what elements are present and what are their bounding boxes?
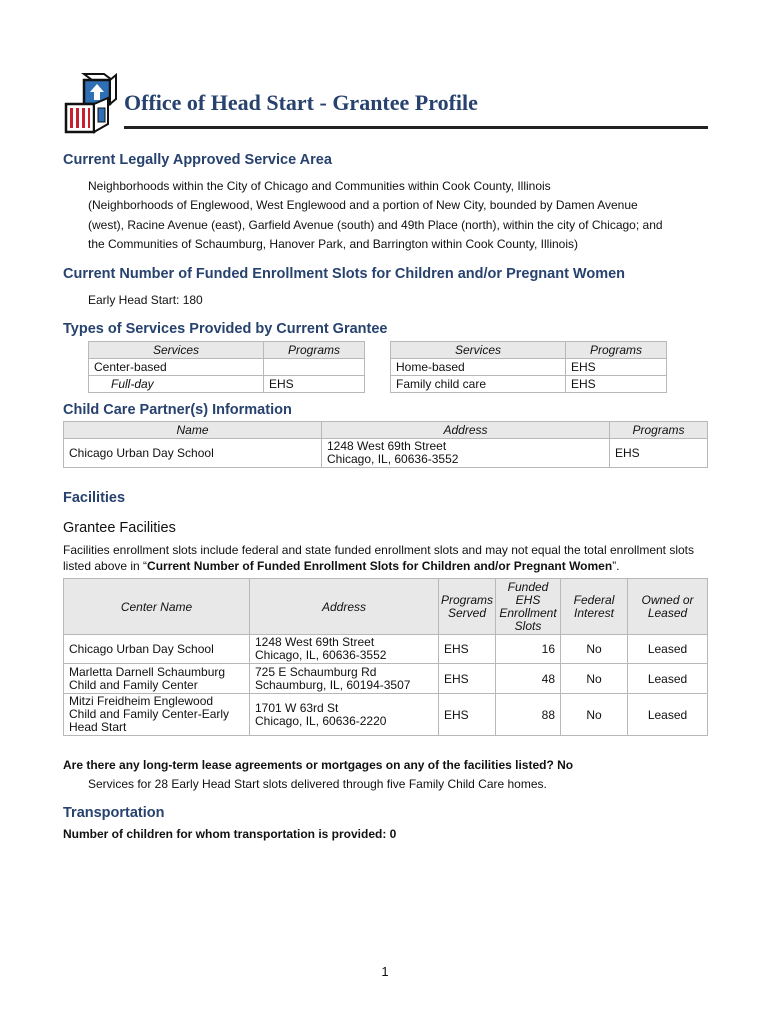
table-row: [391, 359, 667, 376]
partners-table: [63, 421, 708, 468]
transportation-text: Number of children for whom transportation is provided: 0: [63, 827, 397, 841]
program-cell: [264, 359, 365, 376]
fcc-note: Services for 28 Early Head Start slots delivered through five Family Child Care homes.: [88, 777, 547, 791]
enrollment-heading: Current Number of Funded Enrollment Slots for Children and/or Pregnant Women: [63, 266, 626, 282]
partner-address: [322, 439, 610, 468]
services-table-left: [88, 341, 365, 393]
note-text: Facilities enrollment slots include federal and state funded enrollment slots and may not equal the total enrollment slots listed above in “: [63, 543, 695, 573]
header-line: Federal: [573, 592, 615, 607]
header-line: Leased: [647, 605, 688, 620]
program-cell: EHS: [566, 376, 667, 393]
facility-address: [250, 664, 439, 694]
program-cell: EHS: [566, 359, 667, 376]
service-area-line: Neighborhoods within the City of Chicago and Communities within Cook County, Illinois: [88, 179, 551, 193]
programs-served: EHS: [439, 694, 496, 736]
services-col-header: Services: [89, 342, 264, 359]
facility-address: [250, 635, 439, 664]
service-area-line: (Neighborhoods of Englewood, West Englewood and a portion of New City, bounded by Damen Avenue: [88, 198, 638, 213]
facility-address: [250, 694, 439, 736]
federal-interest: No: [561, 664, 628, 694]
header-line: EHS: [515, 592, 541, 607]
enrollment-text: Early Head Start: 180: [88, 293, 203, 307]
programs-served: EHS: [439, 635, 496, 664]
table-row: [64, 635, 708, 664]
center-name: [64, 694, 250, 736]
funded-slots: 48: [496, 664, 561, 694]
address-line: Chicago, IL, 60636-3552: [327, 452, 459, 466]
transportation-heading: Transportation: [63, 805, 165, 821]
address-line: 1701 W 63rd St: [255, 700, 339, 715]
table-row: [391, 376, 667, 393]
grantee-facilities-subheading: Grantee Facilities: [63, 520, 176, 536]
name-line: Marletta Darnell Schaumburg: [69, 664, 226, 679]
address-line: 1248 West 69th Street: [327, 439, 447, 453]
header-line: Slots: [514, 618, 542, 633]
programs-col-header: Programs: [264, 342, 365, 359]
center-name: [64, 664, 250, 694]
owned-or-leased: Leased: [628, 635, 708, 664]
service-area-line: (west), Racine Avenue (east), Garfield Avenue (south) and 49th Place (north), within the city of Chicago; and: [88, 217, 663, 232]
funded-slots-col-header: [496, 579, 561, 635]
name-line: Mitzi Freidheim Englewood: [69, 694, 214, 708]
table-row: [89, 376, 365, 393]
service-cell: Family child care: [391, 376, 566, 393]
funded-slots: 16: [496, 635, 561, 664]
service-cell: Full-day: [89, 376, 264, 393]
center-name-col-header: Center Name: [64, 579, 250, 635]
service-cell: Center-based: [89, 359, 264, 376]
owned-or-leased: Leased: [628, 694, 708, 736]
partners-heading: Child Care Partner(s) Information: [63, 402, 292, 418]
header-line: Funded: [507, 579, 549, 594]
address-line: Chicago, IL, 60636-2220: [255, 713, 387, 728]
address-col-header: Address: [250, 579, 439, 635]
table-row: [64, 694, 708, 736]
federal-interest-col-header: [561, 579, 628, 635]
funded-slots: 88: [496, 694, 561, 736]
header-line: Enrollment: [499, 605, 557, 620]
address-line: Chicago, IL, 60636-3552: [255, 648, 387, 662]
name-line: Child and Family Center-Early: [69, 707, 230, 721]
owned-or-leased: Leased: [628, 664, 708, 694]
service-cell: Home-based: [391, 359, 566, 376]
service-area-heading: Current Legally Approved Service Area: [63, 152, 332, 168]
name-col-header: Name: [64, 422, 322, 439]
abc-blocks-flag-icon: [62, 72, 118, 134]
note-text-end: ”.: [612, 559, 620, 573]
header-line: Programs: [441, 592, 494, 607]
page-number: 1: [381, 964, 389, 979]
services-table-right: [390, 341, 667, 393]
programs-col-header: Programs: [610, 422, 708, 439]
services-col-header: Services: [391, 342, 566, 359]
program-cell: EHS: [264, 376, 365, 393]
table-row: [89, 359, 365, 376]
programs-served: EHS: [439, 664, 496, 694]
federal-interest: No: [561, 635, 628, 664]
header-line: Served: [447, 605, 487, 620]
title-rule: [124, 126, 708, 129]
address-col-header: Address: [322, 422, 610, 439]
table-row: [64, 664, 708, 694]
page-title: Office of Head Start - Grantee Profile: [124, 90, 478, 115]
service-area-line: the Communities of Schaumburg, Hanover Park, and Barrington within Cook County, Illinois): [88, 237, 579, 252]
programs-served-col-header: [439, 579, 496, 635]
center-name: [64, 635, 250, 664]
facilities-table: [63, 578, 708, 736]
table-row: [64, 439, 708, 468]
address-line: 725 E Schaumburg Rd: [255, 664, 377, 679]
name-line: Chicago Urban Day School: [69, 641, 214, 656]
name-line: Head Start: [69, 720, 127, 734]
programs-col-header: Programs: [566, 342, 667, 359]
federal-interest: No: [561, 694, 628, 736]
services-heading: Types of Services Provided by Current Grantee: [63, 321, 388, 337]
partner-name: Chicago Urban Day School: [64, 439, 322, 468]
name-line: Child and Family Center: [69, 677, 198, 692]
owned-leased-col-header: [628, 579, 708, 635]
note-bold-text: Current Number of Funded Enrollment Slots for Children and/or Pregnant Women: [147, 559, 613, 573]
header-line: Owned or: [641, 592, 694, 607]
facilities-note: [63, 542, 708, 574]
partner-programs: EHS: [610, 439, 708, 468]
lease-question: Are there any long-term lease agreements or mortgages on any of the facilities listed? No: [63, 758, 574, 772]
address-line: 1248 West 69th Street: [255, 635, 375, 649]
facilities-heading: Facilities: [63, 490, 126, 506]
address-line: Schaumburg, IL, 60194-3507: [255, 677, 411, 692]
service-area-text: [88, 177, 663, 255]
header-line: Interest: [574, 605, 615, 620]
